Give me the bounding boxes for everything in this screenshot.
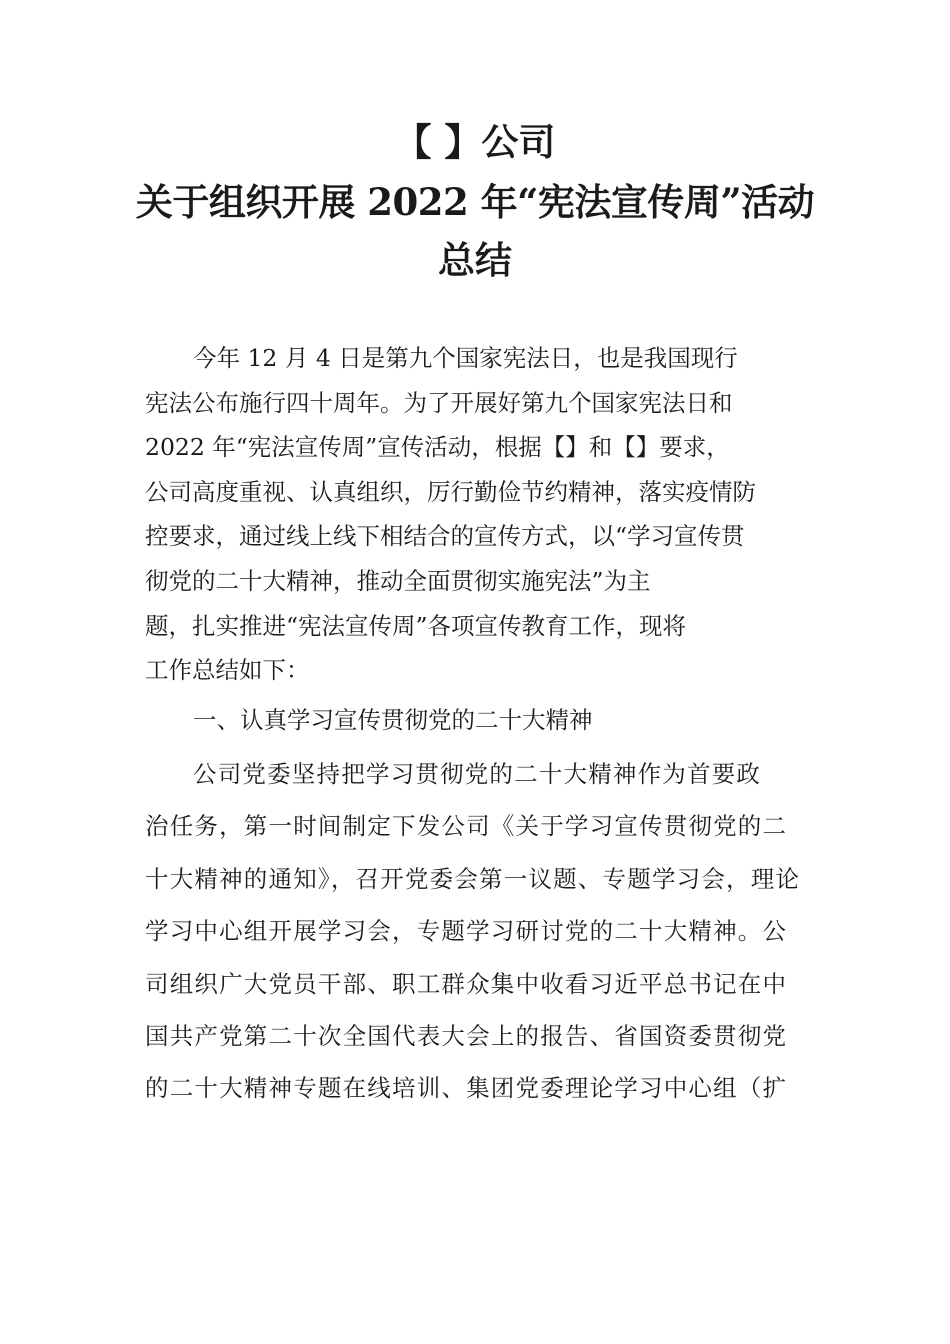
intro-paragraph <box>145 336 815 693</box>
text-line: 司组织广大党员干部、职工群众集中收看习近平总书记在中 <box>145 969 788 998</box>
text-line: 公司党委坚持把学习贯彻党的二十大精神作为首要政 <box>193 760 762 788</box>
text-line: 治任务，第一时间制定下发公司《关于学习宣传贯彻党的二 <box>145 812 788 841</box>
text-line: 2022 年“宪法宣传周”宣传活动，根据【】和【】要求， <box>145 433 730 462</box>
text-line: 国共产党第二十次全国代表大会上的报告、省国资委贯彻党 <box>145 1021 788 1050</box>
section-heading-1: 一、认真学习宣传贯彻党的二十大精神 <box>193 706 593 734</box>
section-1-paragraph <box>145 748 815 1115</box>
title-line-company: 【 】公司 <box>394 120 556 164</box>
text-line: 控要求，通过线上线下相结合的宣传方式，以“学习宣传贯 <box>145 522 745 551</box>
text-line: 十大精神的通知》，召开党委会第一议题、专题学习会，理论 <box>145 864 801 893</box>
title-line-summary: 总结 <box>438 238 512 282</box>
text-line: 题，扎实推进“宪法宣传周”各项宣传教育工作，现将 <box>145 611 687 640</box>
text-line: 今年 12 月 4 日是第九个国家宪法日，也是我国现行 <box>193 344 738 372</box>
text-line: 宪法公布施行四十周年。为了开展好第九个国家宪法日和 <box>145 388 733 417</box>
text-line: 公司高度重视、认真组织，厉行勤俭节约精神，落实疫情防 <box>145 477 756 506</box>
text-line: 学习中心组开展学习会，专题学习研讨党的二十大精神。公 <box>145 917 788 946</box>
text-line: 彻党的二十大精神，推动全面贯彻实施宪法”为主 <box>145 566 651 595</box>
text-line: 工作总结如下： <box>145 656 310 685</box>
text-line: 的二十大精神专题在线培训、集团党委理论学习中心组（扩 <box>145 1074 788 1103</box>
title-line-subject: 关于组织开展 2022 年“宪法宣传周”活动 <box>135 180 815 224</box>
